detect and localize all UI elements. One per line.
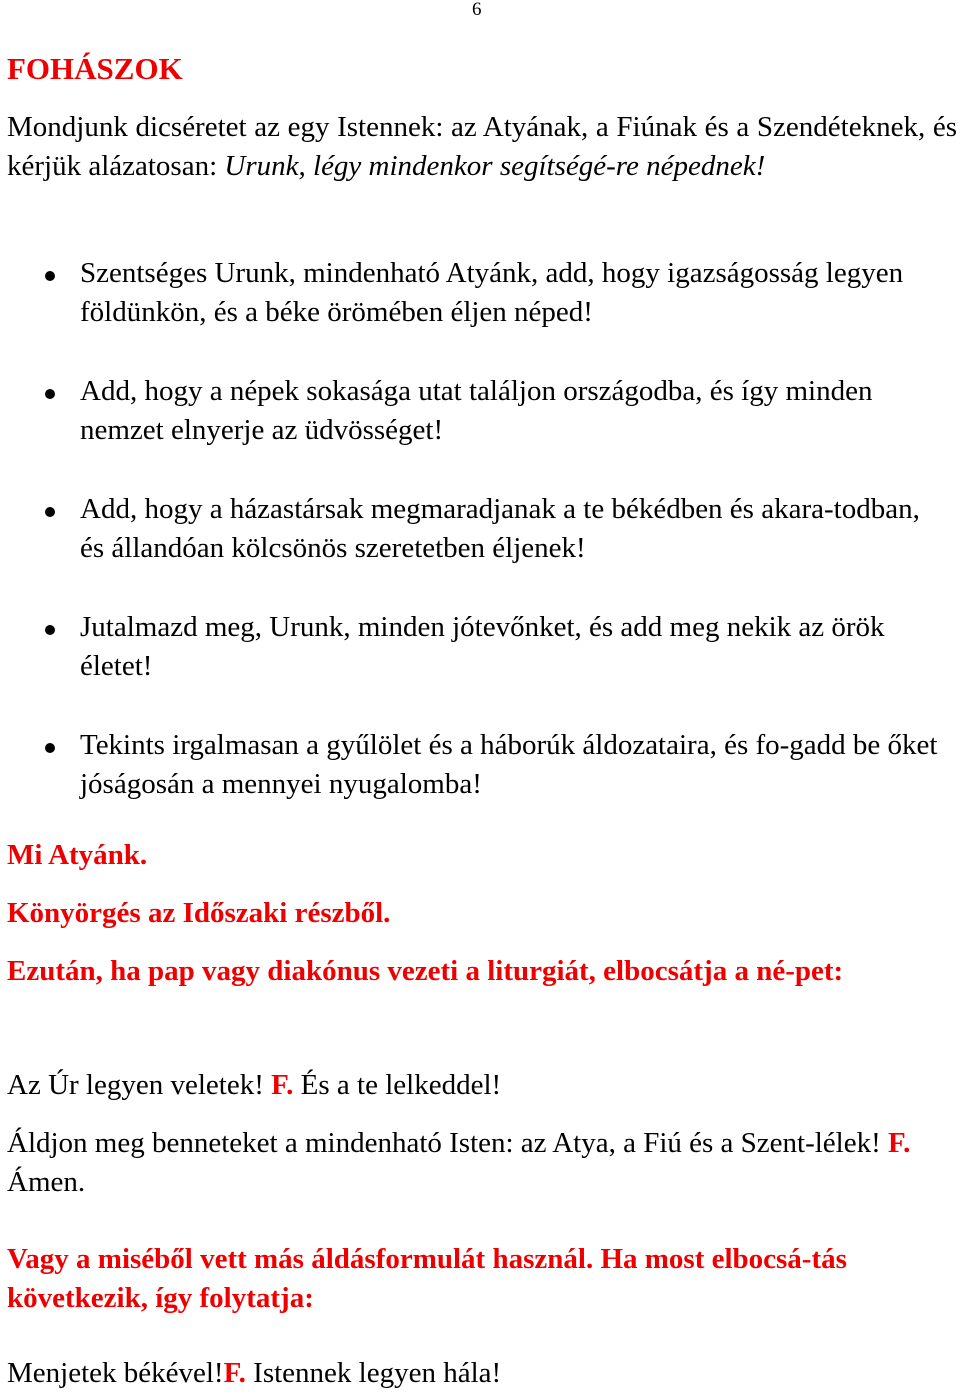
petition-text: Szentséges Urunk, mindenható Atyánk, add, hogy igazságosság legyen földünkön, és a béke örömében éljen néped! bbox=[80, 257, 904, 328]
page-number: 6 bbox=[472, 0, 482, 20]
petition-text: Add, hogy a népek sokasága utat találjon országodba, és így minden nemzet elnyerje az üdvösséget! bbox=[80, 375, 873, 446]
petition-item bbox=[0, 490, 945, 568]
bullet-icon bbox=[45, 507, 55, 517]
petition-item bbox=[0, 254, 945, 332]
greeting-priest: Az Úr legyen veletek! bbox=[7, 1069, 272, 1101]
dismissal-line bbox=[7, 1354, 952, 1393]
petition-text: Add, hogy a házastársak megmaradjanak a te békédben és akara-todban, és állandóan kölcsönös szeretetben éljenek! bbox=[80, 493, 920, 564]
greeting-people: És a te lelkeddel! bbox=[293, 1069, 502, 1101]
rubric-alternative: Vagy a miséből vett más áldásformulát használ. Ha most elbocsá-tás következik, így folytatja: bbox=[7, 1243, 847, 1314]
bullet-icon bbox=[45, 389, 55, 399]
dismissal-priest: Menjetek békével! bbox=[7, 1357, 224, 1389]
intro-paragraph bbox=[7, 108, 957, 186]
petition-item bbox=[0, 726, 945, 804]
blessing-people: Ámen. bbox=[7, 1166, 86, 1198]
petition-text: Jutalmazd meg, Urunk, minden jótevőnket, és add meg nekik az örök életet! bbox=[80, 611, 885, 682]
petition-list bbox=[0, 254, 960, 844]
rubric-our-father: Mi Atyánk. bbox=[7, 839, 148, 871]
intro-text: Mondjunk dicséretet az egy Istennek: az Atyának, a Fiúnak és a Szendéteknek, és kérjük alázatosan: bbox=[7, 111, 957, 182]
blessing-line bbox=[7, 1124, 947, 1202]
rubric-dismissal: Ezután, ha pap vagy diakónus vezeti a liturgiát, elbocsátja a né-pet: bbox=[7, 955, 844, 987]
bullet-icon bbox=[45, 743, 55, 753]
rubric-collect: Könyörgés az Időszaki részből. bbox=[7, 897, 391, 929]
response-marker: F. bbox=[223, 1357, 246, 1389]
petition-text: Tekints irgalmasan a gyűlölet és a háborúk áldozataira, és fo-gadd be őket jóságosán a mennyei nyugalomba! bbox=[80, 729, 938, 800]
response-marker: F. bbox=[271, 1069, 294, 1101]
response-marker: F. bbox=[888, 1127, 911, 1159]
bullet-icon bbox=[45, 625, 55, 635]
greeting-line bbox=[7, 1066, 952, 1105]
intro-response: Urunk, légy mindenkor segítségé-re népednek! bbox=[224, 150, 766, 182]
petition-item bbox=[0, 608, 945, 686]
blessing-priest: Áldjon meg benneteket a mindenható Isten: az Atya, a Fiú és a Szent-lélek! bbox=[7, 1127, 889, 1159]
petition-item bbox=[0, 372, 945, 450]
bullet-icon bbox=[45, 271, 55, 281]
section-title: FOHÁSZOK bbox=[7, 51, 183, 86]
dismissal-people: Istennek legyen hála! bbox=[245, 1357, 502, 1389]
